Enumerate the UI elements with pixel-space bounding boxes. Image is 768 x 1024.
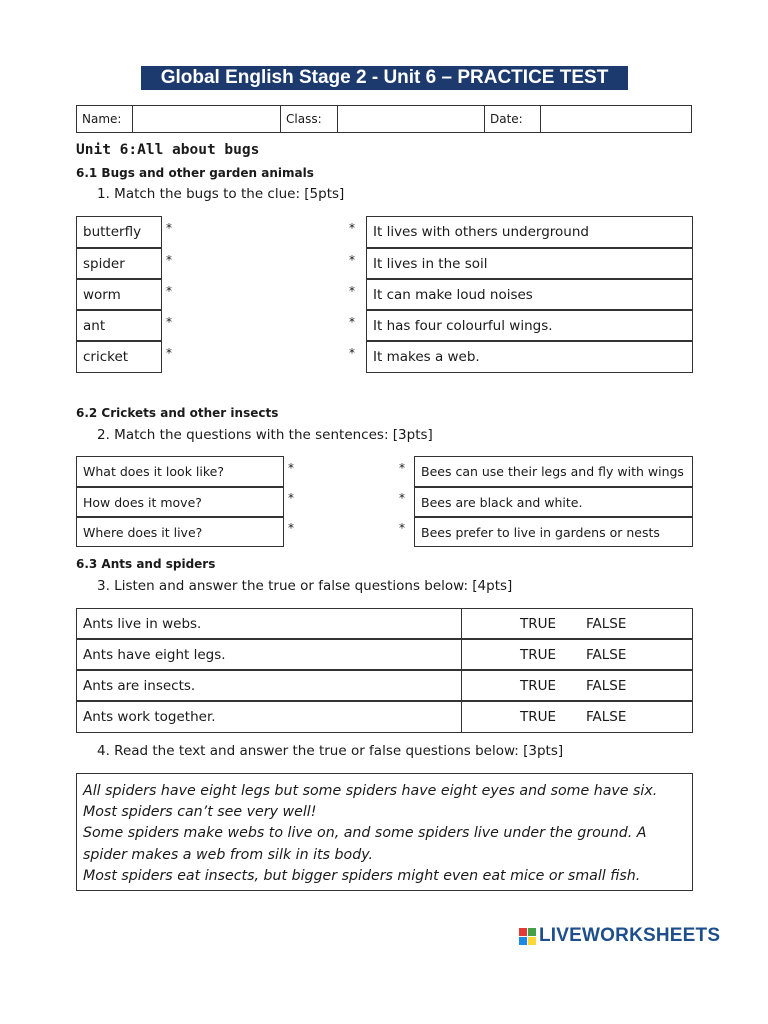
passage-line: Some spiders make webs to live on, and some spiders live under the ground. A [83, 825, 647, 842]
bug-option[interactable]: cricket [76, 341, 162, 373]
match-dot-right[interactable]: * [349, 346, 355, 360]
true-option[interactable]: TRUE [520, 678, 557, 694]
match-dot-left[interactable]: * [166, 221, 172, 235]
match-dot-left[interactable]: * [166, 284, 172, 298]
question-option[interactable]: What does it look like? [76, 456, 284, 487]
worksheet-title: Global English Stage 2 - Unit 6 – PRACTICE TEST [141, 66, 628, 90]
liveworksheets-logo[interactable] [519, 925, 720, 947]
true-option[interactable]: TRUE [520, 616, 557, 632]
match-dot-right[interactable]: * [399, 461, 405, 475]
question-option[interactable]: Where does it live? [76, 517, 284, 547]
match-dot-left[interactable]: * [288, 491, 294, 505]
statement-cell: Ants work together. [76, 701, 462, 733]
bug-option[interactable]: spider [76, 248, 162, 279]
match-dot-right[interactable]: * [349, 284, 355, 298]
match-dot-left[interactable]: * [288, 521, 294, 535]
bug-option[interactable]: butterfly [76, 216, 162, 248]
answer-cell [461, 670, 693, 701]
match-dot-left[interactable]: * [166, 315, 172, 329]
sentence-option[interactable]: Bees are black and white. [414, 487, 693, 517]
true-option[interactable]: TRUE [520, 647, 557, 663]
passage-line: spider makes a web from silk in its body. [83, 846, 374, 863]
section-6-3-heading: 6.3 Ants and spiders [76, 557, 216, 571]
match-dot-right[interactable]: * [349, 221, 355, 235]
match-dot-right[interactable]: * [399, 521, 405, 535]
clue-option[interactable]: It makes a web. [366, 341, 693, 373]
sentence-option[interactable]: Bees can use their legs and fly with wings [414, 456, 693, 487]
date-label: Date: [485, 106, 541, 132]
reading-passage [76, 773, 693, 891]
question-4: 4. Read the text and answer the true or false questions below: [3pts] [97, 743, 564, 759]
match-dot-left[interactable]: * [166, 253, 172, 267]
passage-line: Most spiders can’t see very well! [83, 804, 317, 821]
statement-cell: Ants have eight legs. [76, 639, 462, 670]
question-1: 1. Match the bugs to the clue: [5pts] [97, 186, 345, 202]
unit-heading: Unit 6:All about bugs [76, 142, 260, 158]
section-6-2-heading: 6.2 Crickets and other insects [76, 406, 279, 420]
match-dot-left[interactable]: * [166, 346, 172, 360]
question-option[interactable]: How does it move? [76, 487, 284, 517]
date-field[interactable] [541, 106, 691, 132]
statement-cell: Ants are insects. [76, 670, 462, 701]
clue-option[interactable]: It lives in the soil [366, 248, 693, 279]
logo-mark-icon [519, 928, 536, 945]
match-dot-right[interactable]: * [399, 491, 405, 505]
passage-line: All spiders have eight legs but some spiders have eight eyes and some have six. [83, 783, 658, 799]
section-6-1-heading: 6.1 Bugs and other garden animals [76, 166, 314, 180]
name-label: Name: [77, 106, 133, 132]
passage-line: Most spiders eat insects, but bigger spiders might even eat mice or small fish. [83, 867, 641, 884]
match-dot-left[interactable]: * [288, 461, 294, 475]
answer-cell [461, 639, 693, 670]
false-option[interactable]: FALSE [586, 709, 627, 725]
bug-option[interactable]: worm [76, 279, 162, 310]
true-option[interactable]: TRUE [520, 709, 557, 725]
question-2: 2. Match the questions with the sentences: [3pts] [97, 427, 433, 443]
clue-option[interactable]: It has four colourful wings. [366, 310, 693, 341]
clue-option[interactable]: It can make loud noises [366, 279, 693, 310]
false-option[interactable]: FALSE [586, 616, 627, 632]
false-option[interactable]: FALSE [586, 678, 627, 694]
match-dot-right[interactable]: * [349, 315, 355, 329]
answer-cell [461, 608, 693, 639]
match-dot-right[interactable]: * [349, 253, 355, 267]
student-info-row [76, 105, 692, 133]
bug-option[interactable]: ant [76, 310, 162, 341]
class-label: Class: [281, 106, 338, 132]
statement-cell: Ants live in webs. [76, 608, 462, 639]
question-3: 3. Listen and answer the true or false questions below: [4pts] [97, 578, 513, 594]
answer-cell [461, 701, 693, 733]
name-field[interactable] [133, 106, 281, 132]
class-field[interactable] [338, 106, 485, 132]
clue-option[interactable]: It lives with others underground [366, 216, 693, 248]
logo-text: LIVEWORKSHEETS [539, 925, 721, 946]
sentence-option[interactable]: Bees prefer to live in gardens or nests [414, 517, 693, 547]
false-option[interactable]: FALSE [586, 647, 627, 663]
